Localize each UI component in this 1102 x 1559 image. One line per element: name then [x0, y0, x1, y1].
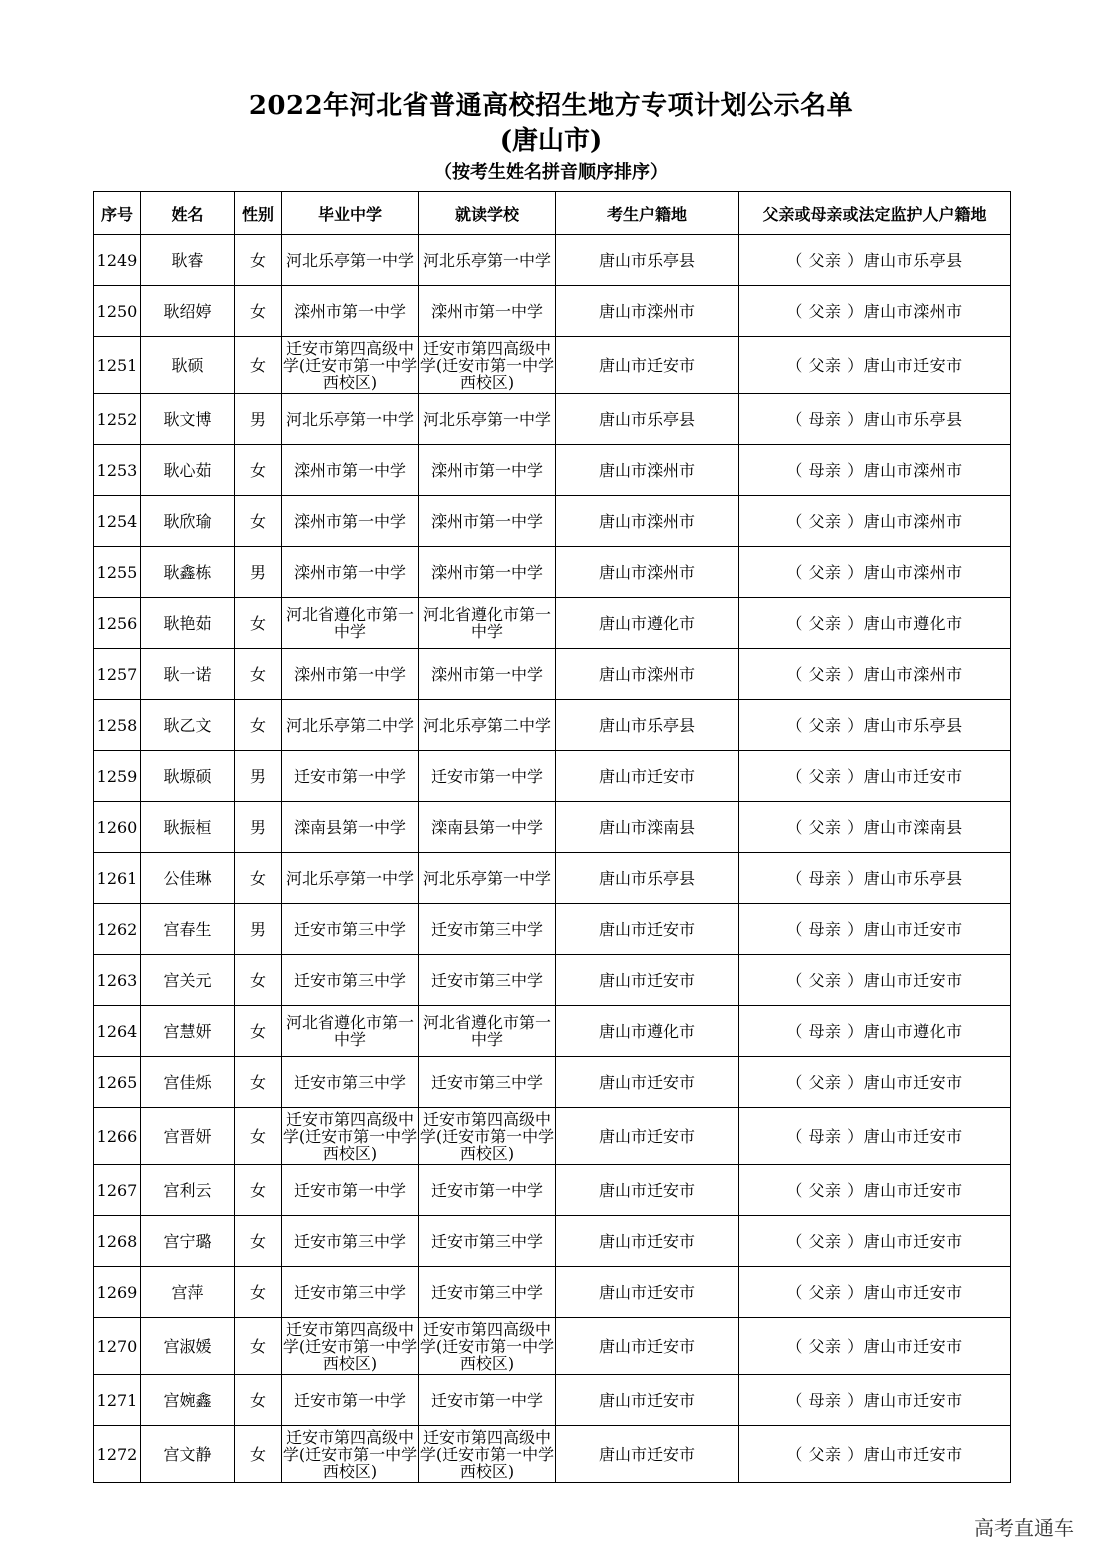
cell-household: 唐山市迁安市	[556, 337, 739, 394]
cell-guardian-household: （ 母亲 ）唐山市迁安市	[739, 1375, 1011, 1426]
cell-graduation-school: 迁安市第四高级中学(迁安市第一中学西校区)	[282, 338, 418, 392]
cell-gender: 女	[235, 1426, 282, 1483]
cell-serial: 1266	[94, 1108, 141, 1165]
table-row	[94, 1375, 1011, 1426]
cell-graduation-school: 迁安市第三中学	[282, 1216, 419, 1267]
cell-guardian-household: （ 父亲 ）唐山市迁安市	[739, 1165, 1011, 1216]
table-row	[94, 1267, 1011, 1318]
cell-current-school: 河北乐亭第一中学	[419, 853, 556, 904]
cell-household: 唐山市迁安市	[556, 1165, 739, 1216]
cell-household: 唐山市迁安市	[556, 1375, 739, 1426]
cell-gender: 女	[235, 1375, 282, 1426]
cell-guardian-household: （ 母亲 ）唐山市迁安市	[739, 1108, 1011, 1165]
cell-serial: 1269	[94, 1267, 141, 1318]
header-graduation-school: 毕业中学	[282, 192, 419, 235]
table-row	[94, 1216, 1011, 1267]
cell-serial: 1267	[94, 1165, 141, 1216]
cell-serial: 1264	[94, 1006, 141, 1057]
cell-guardian-household: （ 父亲 ）唐山市迁安市	[739, 1267, 1011, 1318]
cell-guardian-household: （ 父亲 ）唐山市迁安市	[739, 955, 1011, 1006]
cell-serial: 1268	[94, 1216, 141, 1267]
cell-guardian-household: （ 父亲 ）唐山市滦南县	[739, 802, 1011, 853]
cell-name: 宫萍	[141, 1267, 235, 1318]
cell-gender: 女	[235, 1318, 282, 1375]
cell-serial: 1249	[94, 235, 141, 286]
cell-household: 唐山市滦州市	[556, 496, 739, 547]
roster-table	[93, 191, 1011, 1483]
cell-name: 耿欣瑜	[141, 496, 235, 547]
cell-name: 宫利云	[141, 1165, 235, 1216]
cell-guardian-household: （ 父亲 ）唐山市迁安市	[739, 1426, 1011, 1483]
cell-graduation-school: 滦州市第一中学	[282, 649, 419, 700]
cell-current-school: 滦州市第一中学	[419, 286, 556, 337]
cell-name: 宫慧妍	[141, 1006, 235, 1057]
cell-gender: 男	[235, 904, 282, 955]
cell-current-school: 河北乐亭第二中学	[419, 700, 556, 751]
document-subtitle: (唐山市)	[499, 126, 603, 156]
header-name: 姓名	[141, 192, 235, 235]
cell-guardian-household: （ 父亲 ）唐山市滦州市	[739, 496, 1011, 547]
cell-gender: 男	[235, 802, 282, 853]
cell-gender: 女	[235, 955, 282, 1006]
header-serial: 序号	[94, 192, 141, 235]
cell-gender: 女	[235, 1216, 282, 1267]
cell-guardian-household: （ 父亲 ）唐山市滦州市	[739, 547, 1011, 598]
cell-current-school: 河北省遵化市第一中学	[419, 1006, 556, 1057]
cell-household: 唐山市迁安市	[556, 1108, 739, 1165]
cell-guardian-household: （ 父亲 ）唐山市滦州市	[739, 286, 1011, 337]
cell-serial: 1270	[94, 1318, 141, 1375]
cell-name: 宫晋妍	[141, 1108, 235, 1165]
cell-gender: 女	[235, 853, 282, 904]
cell-gender: 女	[235, 445, 282, 496]
cell-household: 唐山市滦州市	[556, 286, 739, 337]
cell-name: 宫佳烁	[141, 1057, 235, 1108]
cell-household: 唐山市遵化市	[556, 598, 739, 649]
cell-name: 公佳琳	[141, 853, 235, 904]
cell-guardian-household: （ 父亲 ）唐山市乐亭县	[739, 700, 1011, 751]
cell-serial: 1260	[94, 802, 141, 853]
cell-graduation-school: 河北乐亭第一中学	[282, 394, 419, 445]
cell-graduation-school: 迁安市第一中学	[282, 1165, 419, 1216]
cell-name: 耿绍婷	[141, 286, 235, 337]
cell-graduation-school: 滦南县第一中学	[282, 802, 419, 853]
cell-name: 耿乙文	[141, 700, 235, 751]
cell-guardian-household: （ 母亲 ）唐山市乐亭县	[739, 853, 1011, 904]
cell-serial: 1271	[94, 1375, 141, 1426]
cell-graduation-school: 迁安市第四高级中学(迁安市第一中学西校区)	[282, 1109, 418, 1163]
cell-serial: 1257	[94, 649, 141, 700]
cell-graduation-school: 河北乐亭第一中学	[282, 853, 419, 904]
cell-serial: 1258	[94, 700, 141, 751]
cell-guardian-household: （ 母亲 ）唐山市迁安市	[739, 904, 1011, 955]
cell-current-school: 河北省遵化市第一中学	[419, 598, 556, 649]
cell-guardian-household: （ 父亲 ）唐山市乐亭县	[739, 235, 1011, 286]
cell-guardian-household: （ 父亲 ）唐山市迁安市	[739, 1057, 1011, 1108]
cell-gender: 女	[235, 1165, 282, 1216]
cell-name: 耿鑫栋	[141, 547, 235, 598]
table-row	[94, 235, 1011, 286]
cell-guardian-household: （ 父亲 ）唐山市迁安市	[739, 1318, 1011, 1375]
table-row	[94, 1006, 1011, 1057]
cell-graduation-school: 滦州市第一中学	[282, 445, 419, 496]
cell-household: 唐山市乐亭县	[556, 700, 739, 751]
cell-gender: 女	[235, 235, 282, 286]
cell-graduation-school: 滦州市第一中学	[282, 547, 419, 598]
cell-current-school: 滦州市第一中学	[419, 547, 556, 598]
header-household: 考生户籍地	[556, 192, 739, 235]
cell-current-school: 迁安市第四高级中学(迁安市第一中学西校区)	[419, 1427, 555, 1481]
cell-household: 唐山市滦州市	[556, 649, 739, 700]
cell-current-school: 迁安市第一中学	[419, 1375, 556, 1426]
table-row	[94, 598, 1011, 649]
cell-household: 唐山市乐亭县	[556, 235, 739, 286]
table-row	[94, 1108, 1011, 1165]
cell-name: 耿硕	[141, 337, 235, 394]
cell-gender: 女	[235, 649, 282, 700]
cell-graduation-school: 河北乐亭第二中学	[282, 700, 419, 751]
cell-guardian-household: （ 母亲 ）唐山市遵化市	[739, 1006, 1011, 1057]
table-body	[94, 235, 1011, 1483]
cell-current-school: 迁安市第三中学	[419, 1267, 556, 1318]
cell-serial: 1250	[94, 286, 141, 337]
cell-household: 唐山市迁安市	[556, 1216, 739, 1267]
cell-serial: 1262	[94, 904, 141, 955]
cell-current-school: 迁安市第三中学	[419, 955, 556, 1006]
cell-name: 宫春生	[141, 904, 235, 955]
cell-household: 唐山市遵化市	[556, 1006, 739, 1057]
cell-name: 耿文博	[141, 394, 235, 445]
cell-guardian-household: （ 父亲 ）唐山市迁安市	[739, 337, 1011, 394]
cell-current-school: 迁安市第三中学	[419, 1057, 556, 1108]
cell-gender: 女	[235, 700, 282, 751]
cell-name: 宫淑媛	[141, 1318, 235, 1375]
table-header	[94, 192, 1011, 235]
cell-current-school: 迁安市第一中学	[419, 751, 556, 802]
table-row	[94, 955, 1011, 1006]
cell-graduation-school: 迁安市第三中学	[282, 904, 419, 955]
cell-guardian-household: （ 父亲 ）唐山市滦州市	[739, 649, 1011, 700]
cell-graduation-school: 滦州市第一中学	[282, 496, 419, 547]
cell-graduation-school: 迁安市第三中学	[282, 1267, 419, 1318]
cell-serial: 1251	[94, 337, 141, 394]
cell-gender: 女	[235, 1057, 282, 1108]
cell-current-school: 迁安市第三中学	[419, 1216, 556, 1267]
cell-current-school: 迁安市第一中学	[419, 1165, 556, 1216]
cell-gender: 男	[235, 751, 282, 802]
table-row	[94, 496, 1011, 547]
cell-household: 唐山市迁安市	[556, 1318, 739, 1375]
cell-household: 唐山市乐亭县	[556, 853, 739, 904]
cell-gender: 女	[235, 337, 282, 394]
cell-household: 唐山市乐亭县	[556, 394, 739, 445]
cell-name: 耿塬硕	[141, 751, 235, 802]
header-current-school: 就读学校	[419, 192, 556, 235]
cell-graduation-school: 河北省遵化市第一中学	[282, 598, 419, 649]
cell-household: 唐山市迁安市	[556, 955, 739, 1006]
table-row	[94, 1057, 1011, 1108]
cell-household: 唐山市滦州市	[556, 445, 739, 496]
header-guardian-household: 父亲或母亲或法定监护人户籍地	[739, 192, 1011, 235]
cell-name: 耿艳茹	[141, 598, 235, 649]
cell-household: 唐山市迁安市	[556, 1426, 739, 1483]
cell-current-school: 迁安市第四高级中学(迁安市第一中学西校区)	[419, 1109, 555, 1163]
cell-graduation-school: 迁安市第三中学	[282, 1057, 419, 1108]
cell-graduation-school: 迁安市第一中学	[282, 751, 419, 802]
cell-name: 宫文静	[141, 1426, 235, 1483]
table-row	[94, 1426, 1011, 1483]
cell-current-school: 迁安市第四高级中学(迁安市第一中学西校区)	[419, 338, 555, 392]
cell-serial: 1253	[94, 445, 141, 496]
cell-gender: 女	[235, 496, 282, 547]
cell-guardian-household: （ 父亲 ）唐山市遵化市	[739, 598, 1011, 649]
table-row	[94, 337, 1011, 394]
cell-current-school: 河北乐亭第一中学	[419, 235, 556, 286]
cell-serial: 1272	[94, 1426, 141, 1483]
cell-household: 唐山市迁安市	[556, 904, 739, 955]
cell-gender: 女	[235, 1267, 282, 1318]
table-row	[94, 751, 1011, 802]
cell-name: 耿一诺	[141, 649, 235, 700]
document-title: 2022年河北省普通高校招生地方专项计划公示名单	[248, 91, 854, 121]
cell-current-school: 迁安市第四高级中学(迁安市第一中学西校区)	[419, 1319, 555, 1373]
cell-gender: 男	[235, 547, 282, 598]
cell-current-school: 滦州市第一中学	[419, 649, 556, 700]
cell-current-school: 滦南县第一中学	[419, 802, 556, 853]
cell-serial: 1259	[94, 751, 141, 802]
table-row	[94, 394, 1011, 445]
cell-guardian-household: （ 母亲 ）唐山市滦州市	[739, 445, 1011, 496]
table-row	[94, 904, 1011, 955]
table-row	[94, 1318, 1011, 1375]
table-row	[94, 547, 1011, 598]
cell-name: 宫宁璐	[141, 1216, 235, 1267]
cell-household: 唐山市迁安市	[556, 1057, 739, 1108]
cell-serial: 1263	[94, 955, 141, 1006]
cell-gender: 女	[235, 1006, 282, 1057]
cell-current-school: 河北乐亭第一中学	[419, 394, 556, 445]
table-row	[94, 802, 1011, 853]
cell-gender: 女	[235, 286, 282, 337]
title-block	[0, 88, 1102, 186]
header-row	[94, 192, 1011, 235]
cell-name: 宫婉鑫	[141, 1375, 235, 1426]
watermark: 高考直通车	[974, 1516, 1074, 1540]
cell-graduation-school: 迁安市第四高级中学(迁安市第一中学西校区)	[282, 1319, 418, 1373]
cell-graduation-school: 河北省遵化市第一中学	[282, 1006, 419, 1057]
cell-name: 耿振桓	[141, 802, 235, 853]
cell-serial: 1256	[94, 598, 141, 649]
cell-serial: 1261	[94, 853, 141, 904]
cell-name: 宫关元	[141, 955, 235, 1006]
table-row	[94, 445, 1011, 496]
table-row	[94, 853, 1011, 904]
cell-graduation-school: 迁安市第四高级中学(迁安市第一中学西校区)	[282, 1427, 418, 1481]
cell-household: 唐山市滦州市	[556, 547, 739, 598]
cell-current-school: 迁安市第三中学	[419, 904, 556, 955]
cell-household: 唐山市迁安市	[556, 751, 739, 802]
cell-serial: 1265	[94, 1057, 141, 1108]
table-row	[94, 286, 1011, 337]
cell-graduation-school: 迁安市第三中学	[282, 955, 419, 1006]
cell-graduation-school: 河北乐亭第一中学	[282, 235, 419, 286]
cell-current-school: 滦州市第一中学	[419, 496, 556, 547]
sort-note: （按考生姓名拼音顺序排序）	[434, 162, 668, 183]
cell-gender: 女	[235, 598, 282, 649]
cell-household: 唐山市滦南县	[556, 802, 739, 853]
cell-serial: 1252	[94, 394, 141, 445]
cell-serial: 1255	[94, 547, 141, 598]
cell-gender: 女	[235, 1108, 282, 1165]
cell-guardian-household: （ 父亲 ）唐山市迁安市	[739, 1216, 1011, 1267]
header-gender: 性别	[235, 192, 282, 235]
cell-graduation-school: 滦州市第一中学	[282, 286, 419, 337]
cell-guardian-household: （ 父亲 ）唐山市迁安市	[739, 751, 1011, 802]
cell-name: 耿睿	[141, 235, 235, 286]
cell-gender: 男	[235, 394, 282, 445]
cell-name: 耿心茹	[141, 445, 235, 496]
table-row	[94, 1165, 1011, 1216]
table-row	[94, 700, 1011, 751]
cell-graduation-school: 迁安市第一中学	[282, 1375, 419, 1426]
cell-serial: 1254	[94, 496, 141, 547]
cell-guardian-household: （ 母亲 ）唐山市乐亭县	[739, 394, 1011, 445]
cell-household: 唐山市迁安市	[556, 1267, 739, 1318]
table-row	[94, 649, 1011, 700]
cell-current-school: 滦州市第一中学	[419, 445, 556, 496]
